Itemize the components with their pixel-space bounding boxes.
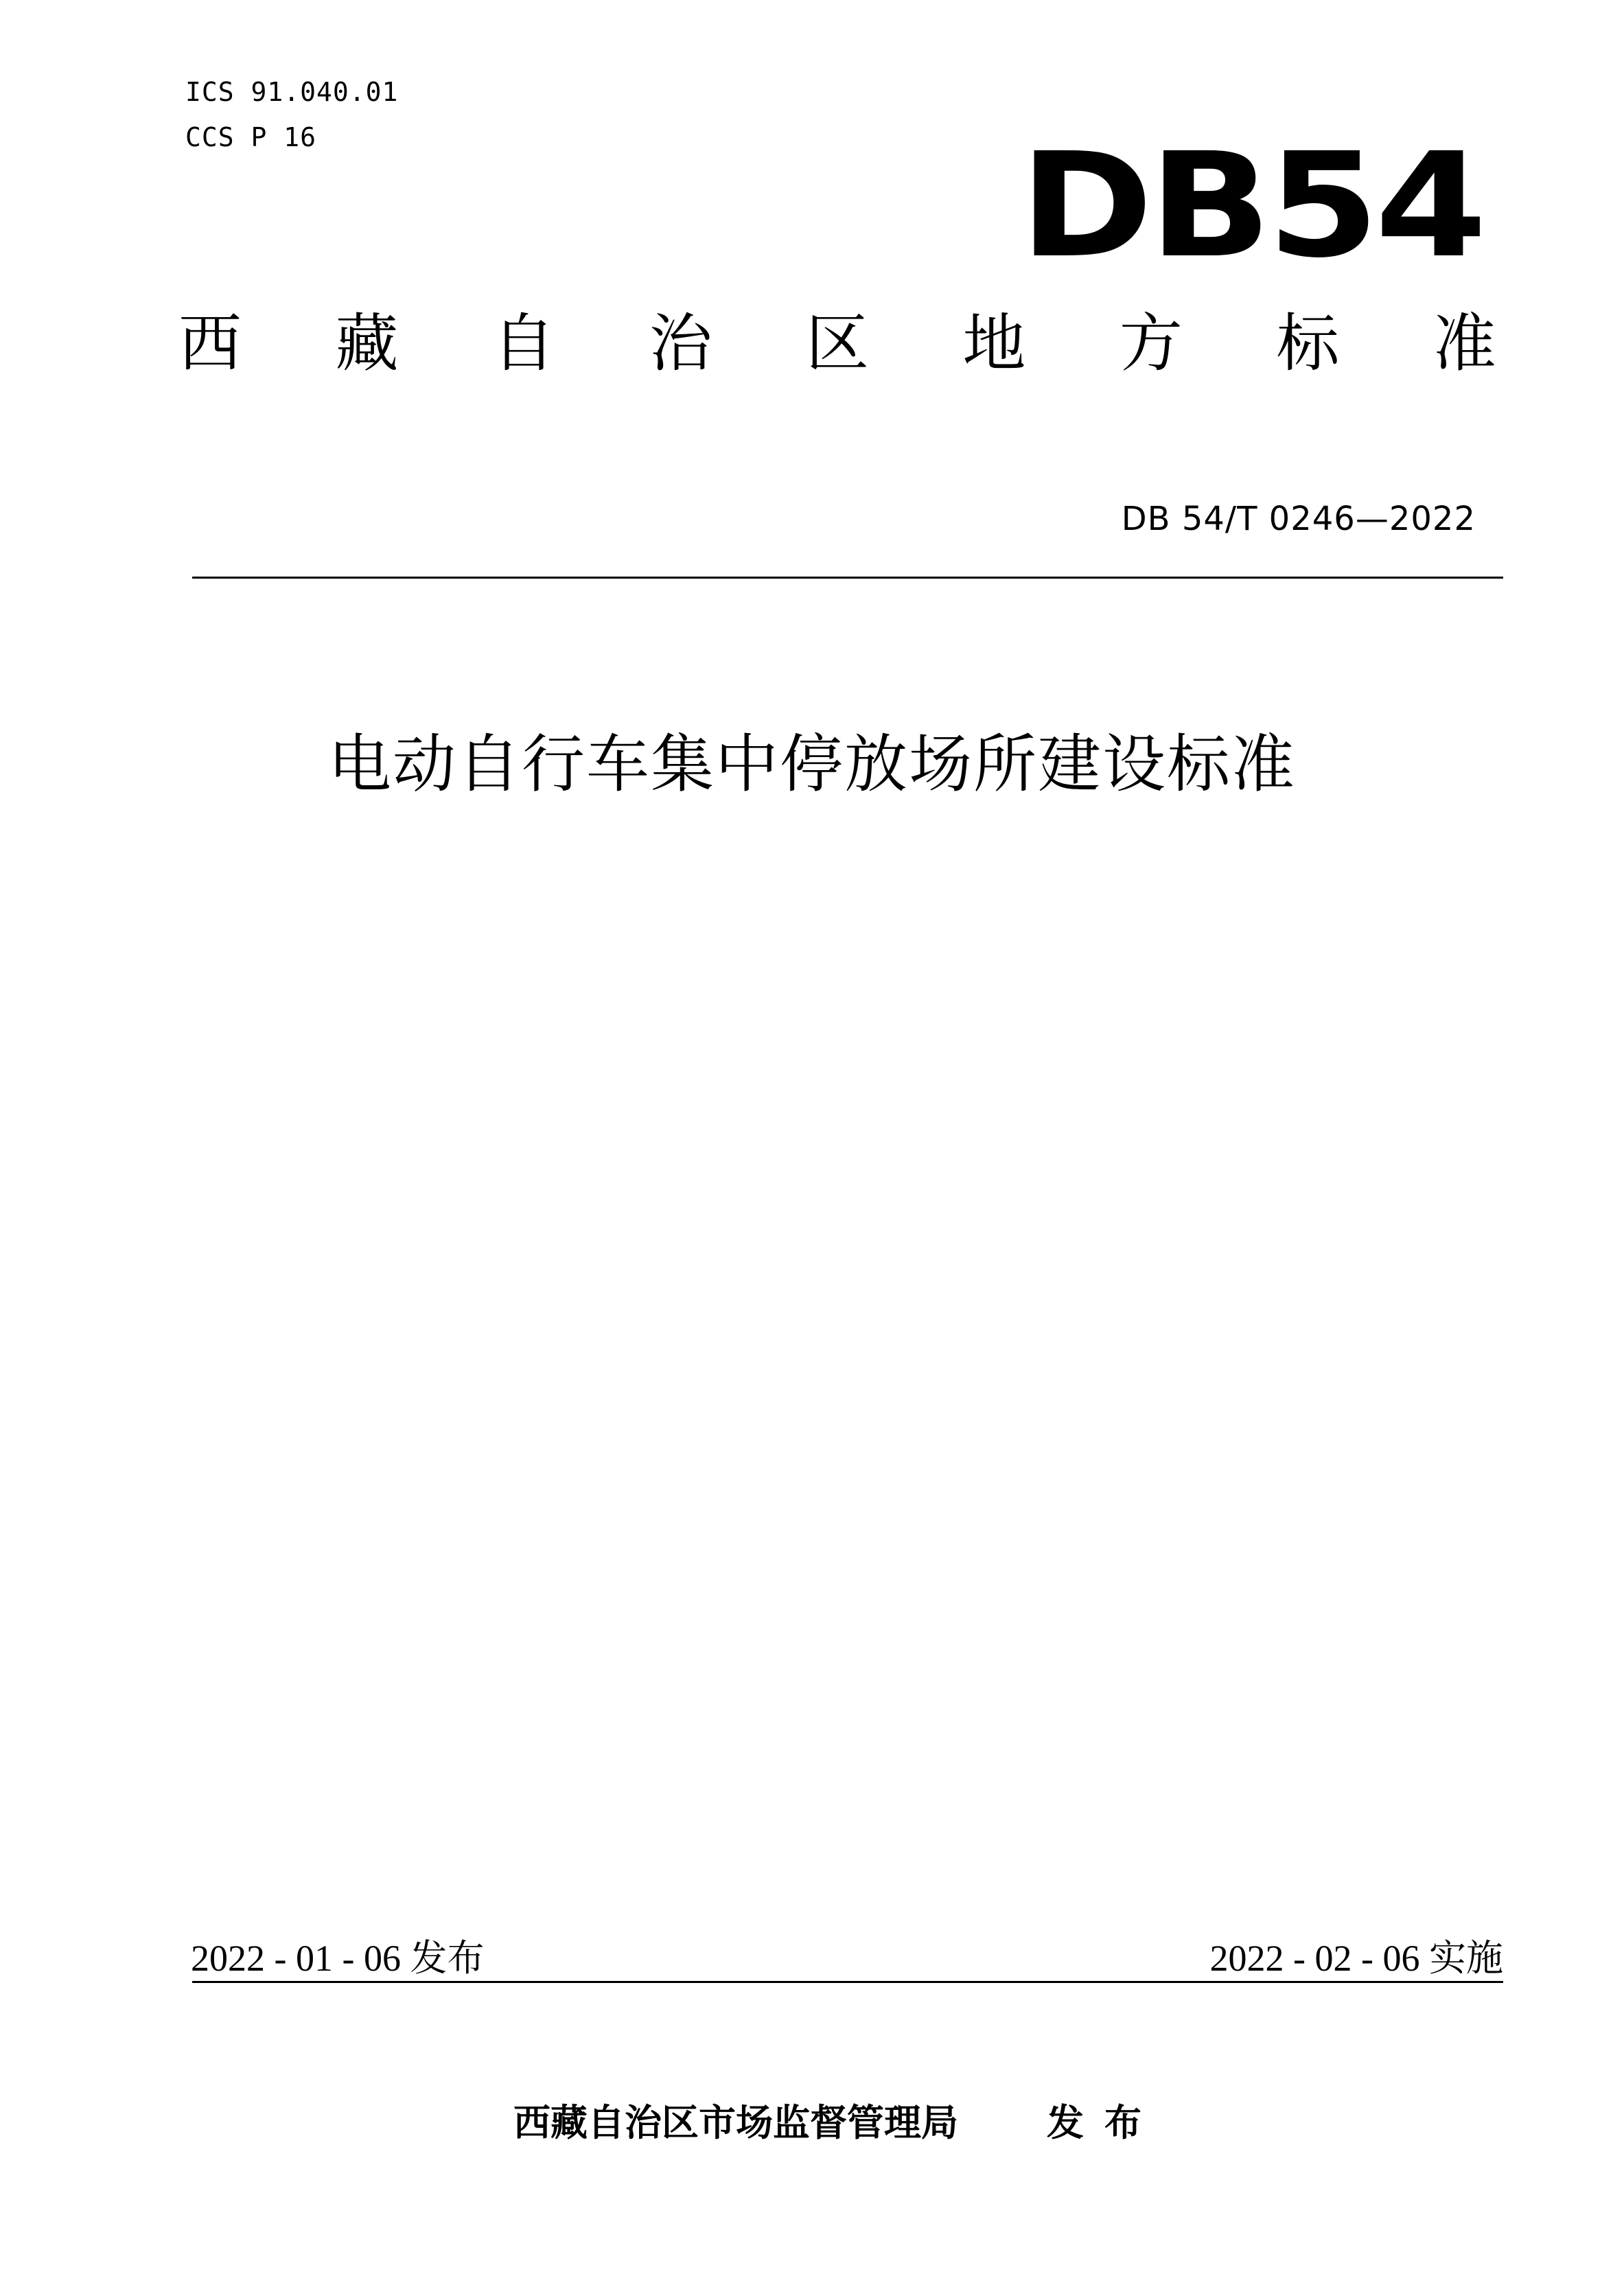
standard-type-char: 藏 xyxy=(335,307,399,380)
ics-code: ICS 91.040.01 xyxy=(185,77,399,107)
standard-type-char: 区 xyxy=(805,307,869,380)
document-title: 电动自行车集中停放场所建设标准 xyxy=(327,728,1296,801)
standard-type-char: 准 xyxy=(1432,307,1496,380)
ccs-code: CCS P 16 xyxy=(185,122,317,152)
publisher-name: 西藏自治区市场监督管理局 xyxy=(513,2101,958,2144)
standard-number: DB 54/T 0246—2022 xyxy=(1121,500,1476,538)
standard-type-char: 方 xyxy=(1119,307,1183,380)
standard-type-char: 地 xyxy=(962,307,1026,380)
standard-type-heading xyxy=(178,307,1496,380)
standard-type-char: 治 xyxy=(649,307,712,380)
publish-label: 发布 xyxy=(1047,2101,1162,2144)
db54-logo: DB54 xyxy=(1019,121,1483,290)
bottom-divider xyxy=(192,1981,1503,1983)
standard-type-char: 标 xyxy=(1276,307,1340,380)
implementation-date: 2022 - 02 - 06 实施 xyxy=(1209,1938,1503,1979)
standard-type-char: 自 xyxy=(491,307,555,380)
standard-type-char: 西 xyxy=(178,307,242,380)
issue-date: 2022 - 01 - 06 发布 xyxy=(191,1938,485,1979)
top-divider xyxy=(192,577,1503,579)
